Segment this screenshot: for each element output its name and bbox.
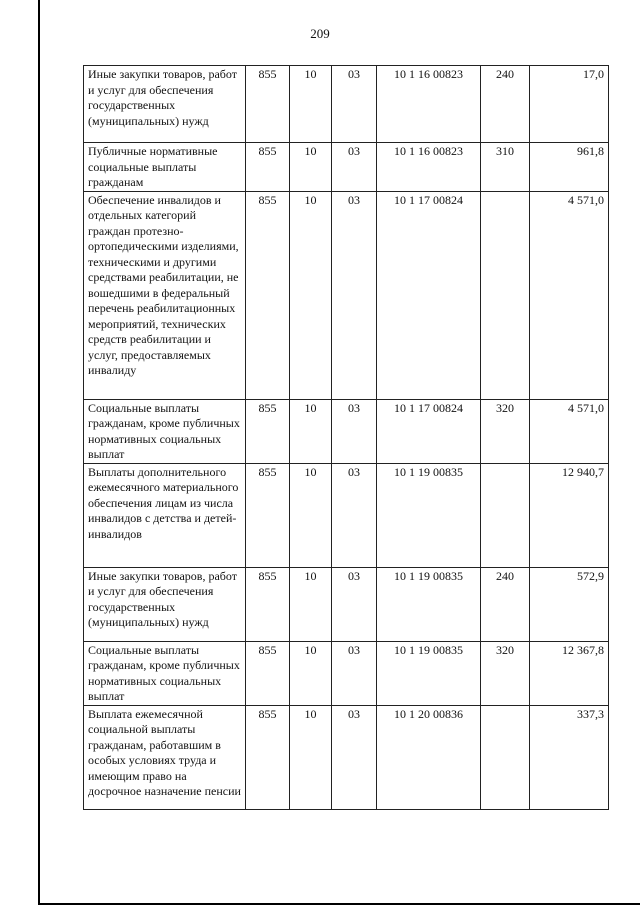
expense-type-code (481, 705, 530, 809)
row-name: Обеспечение инвалидов и отдельных категорий граждан протезно-ортопедическими изделиями, техническими и другими средствами реабилитации, не вошедшими в федеральный перечень реабилитационных мероприятий, технических средств реабилитации и услуг, предоставляемых инвалиду (84, 191, 246, 399)
table-row (84, 399, 609, 463)
ministry-code: 855 (246, 641, 290, 705)
amount: 4 571,0 (530, 399, 609, 463)
target-article-code: 10 1 19 00835 (377, 567, 481, 641)
amount: 12 940,7 (530, 463, 609, 567)
table-row (84, 143, 609, 192)
amount: 337,3 (530, 705, 609, 809)
expense-type-code: 320 (481, 641, 530, 705)
section-code: 10 (290, 567, 332, 641)
target-article-code: 10 1 19 00835 (377, 641, 481, 705)
table-row (84, 463, 609, 567)
ministry-code: 855 (246, 399, 290, 463)
amount: 572,9 (530, 567, 609, 641)
ministry-code: 855 (246, 463, 290, 567)
row-name: Выплата ежемесячной социальной выплаты гражданам, работавшим в особых условиях труда и имеющим право на досрочное назначение пенсии (84, 705, 246, 809)
expense-type-code: 310 (481, 143, 530, 192)
section-code: 10 (290, 705, 332, 809)
row-name: Иные закупки товаров, работ и услуг для обеспечения государственных (муниципальных) нужд (84, 567, 246, 641)
amount: 961,8 (530, 143, 609, 192)
table-row (84, 705, 609, 809)
row-name: Иные закупки товаров, работ и услуг для обеспечения государственных (муниципальных) нужд (84, 66, 246, 143)
expense-type-code: 240 (481, 66, 530, 143)
subsection-code: 03 (332, 143, 377, 192)
target-article-code: 10 1 19 00835 (377, 463, 481, 567)
subsection-code: 03 (332, 191, 377, 399)
section-code: 10 (290, 191, 332, 399)
row-name: Социальные выплаты гражданам, кроме публичных нормативных социальных выплат (84, 641, 246, 705)
target-article-code: 10 1 17 00824 (377, 191, 481, 399)
expense-type-code: 320 (481, 399, 530, 463)
expense-type-code (481, 463, 530, 567)
expense-type-code: 240 (481, 567, 530, 641)
amount: 17,0 (530, 66, 609, 143)
amount: 12 367,8 (530, 641, 609, 705)
ministry-code: 855 (246, 66, 290, 143)
target-article-code: 10 1 20 00836 (377, 705, 481, 809)
budget-table (83, 65, 609, 810)
row-name: Публичные нормативные социальные выплаты гражданам (84, 143, 246, 192)
expense-type-code (481, 191, 530, 399)
section-code: 10 (290, 66, 332, 143)
subsection-code: 03 (332, 463, 377, 567)
row-name: Выплаты дополнительного ежемесячного материального обеспечения лицам из числа инвалидов с детства и детей-инвалидов (84, 463, 246, 567)
subsection-code: 03 (332, 567, 377, 641)
section-code: 10 (290, 463, 332, 567)
subsection-code: 03 (332, 66, 377, 143)
section-code: 10 (290, 143, 332, 192)
amount: 4 571,0 (530, 191, 609, 399)
ministry-code: 855 (246, 567, 290, 641)
table-row (84, 191, 609, 399)
page-number: 209 (310, 26, 330, 41)
target-article-code: 10 1 17 00824 (377, 399, 481, 463)
ministry-code: 855 (246, 705, 290, 809)
subsection-code: 03 (332, 399, 377, 463)
table-row (84, 567, 609, 641)
subsection-code: 03 (332, 705, 377, 809)
table-row (84, 66, 609, 143)
table-row (84, 641, 609, 705)
target-article-code: 10 1 16 00823 (377, 66, 481, 143)
ministry-code: 855 (246, 191, 290, 399)
row-name: Социальные выплаты гражданам, кроме публичных нормативных социальных выплат (84, 399, 246, 463)
target-article-code: 10 1 16 00823 (377, 143, 481, 192)
scan-edge-left (38, 0, 40, 905)
section-code: 10 (290, 399, 332, 463)
section-code: 10 (290, 641, 332, 705)
subsection-code: 03 (332, 641, 377, 705)
ministry-code: 855 (246, 143, 290, 192)
